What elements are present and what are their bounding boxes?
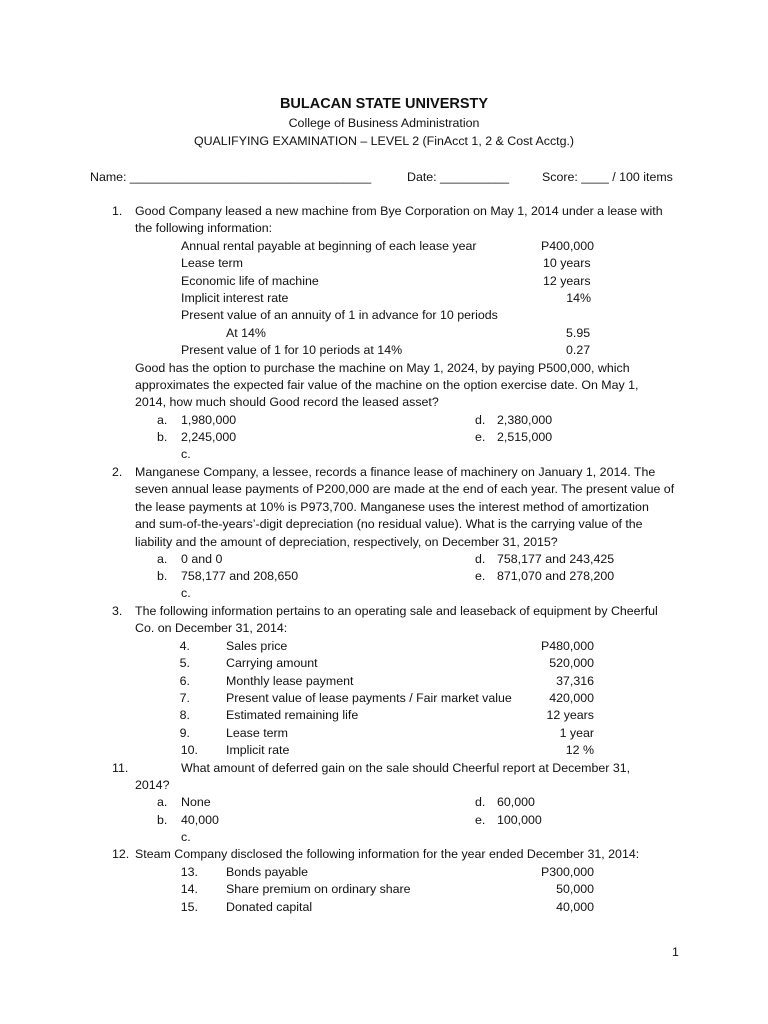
question-text: Steam Company disclosed the following information for the year ended December 31, 2014: <box>135 847 640 861</box>
question-text: 2014? <box>135 778 170 792</box>
choice-d: 60,000 <box>497 795 535 809</box>
choice-letter: d. <box>475 552 486 566</box>
choice-c: c. <box>181 447 191 461</box>
info-value: 1 year <box>559 726 594 740</box>
question-number: 2. <box>112 465 123 479</box>
choice-a: None <box>181 795 211 809</box>
info-label: Economic life of machine <box>181 274 319 288</box>
question-text: seven annual lease payments of P200,000 are made at the end of each year. The present value of <box>135 482 675 496</box>
info-value: P400,000 <box>541 239 595 253</box>
choice-b: 2,245,000 <box>181 430 237 444</box>
choice-letter: b. <box>157 569 168 583</box>
item-number: 5. <box>179 656 190 670</box>
item-number: 13. <box>180 865 198 879</box>
item-number: 6. <box>179 674 190 688</box>
question-text: Co. on December 31, 2014: <box>135 621 288 635</box>
question-text: liability and the amount of depreciation, respectively, on December 31, 2015? <box>135 535 558 549</box>
info-value: 12 years <box>546 708 594 722</box>
question-text: Good Company leased a new machine from Bye Corporation on May 1, 2014 under a lease with <box>135 204 663 218</box>
choice-letter: a. <box>157 413 168 427</box>
item-number: 7. <box>179 691 190 705</box>
info-value: 12 % <box>565 743 594 757</box>
score-field: Score: ____ / 100 items <box>542 170 673 184</box>
item-number: 10. <box>180 743 198 757</box>
info-label: Bonds payable <box>226 865 308 879</box>
info-value: 520,000 <box>549 656 594 670</box>
choice-e: 871,070 and 278,200 <box>497 569 615 583</box>
choice-letter: d. <box>475 795 486 809</box>
info-label: Present value of an annuity of 1 in advance for 10 periods <box>181 308 498 322</box>
choice-a: 1,980,000 <box>181 413 237 427</box>
info-label: Share premium on ordinary share <box>226 882 411 896</box>
info-label: Implicit interest rate <box>181 291 289 305</box>
info-value: 40,000 <box>556 900 594 914</box>
question-number: 11. <box>112 761 129 775</box>
info-label: Present value of lease payments / Fair market value <box>226 691 512 705</box>
choice-letter: e. <box>475 813 486 827</box>
choice-letter: b. <box>157 430 168 444</box>
choice-letter: a. <box>157 552 168 566</box>
choice-d: 758,177 and 243,425 <box>497 552 615 566</box>
choice-b: 758,177 and 208,650 <box>181 569 299 583</box>
choice-letter: d. <box>475 413 486 427</box>
question-text: The following information pertains to an operating sale and leaseback of equipment by Cheerful <box>135 604 658 618</box>
info-value: 37,316 <box>556 674 594 688</box>
university-title: BULACAN STATE UNIVERSTY <box>279 96 489 112</box>
item-number: 4. <box>179 639 190 653</box>
question-number: 12. <box>112 847 130 861</box>
info-label: Annual rental payable at beginning of each lease year <box>181 239 477 253</box>
choice-c: c. <box>181 586 191 600</box>
info-value: P300,000 <box>540 865 594 879</box>
info-label: At 14% <box>226 326 266 340</box>
item-number: 15. <box>180 900 198 914</box>
question-text: approximates the expected fair value of the machine on the option exercise date. On May 1, <box>135 378 639 392</box>
info-label: Carrying amount <box>226 656 318 670</box>
college-name: College of Business Administration <box>288 116 480 130</box>
choice-letter: b. <box>157 813 168 827</box>
question-text: and sum-of-the-years’-digit depreciation (no residual value). What is the carrying value of the <box>135 517 643 531</box>
name-field: Name: ___________________________________ <box>90 170 372 184</box>
choice-e: 2,515,000 <box>497 430 553 444</box>
page-number: 1 <box>672 945 679 959</box>
choice-a: 0 and 0 <box>181 552 223 566</box>
question-number: 1. <box>112 204 123 218</box>
choice-e: 100,000 <box>497 813 542 827</box>
info-label: Lease term <box>181 256 243 270</box>
question-text: Good has the option to purchase the machine on May 1, 2024, by paying P500,000, which <box>135 361 630 375</box>
choice-d: 2,380,000 <box>497 413 553 427</box>
exam-title: QUALIFYING EXAMINATION – LEVEL 2 (FinAcct 1, 2 & Cost Acctg.) <box>193 134 575 148</box>
choice-letter: e. <box>475 569 486 583</box>
question-text: 2014, how much should Good record the leased asset? <box>135 395 439 409</box>
choice-letter: a. <box>157 795 168 809</box>
question-text: the lease payments at 10% is P973,700. Manganese uses the interest method of amortization <box>135 500 649 514</box>
info-value: 10 years <box>543 256 591 270</box>
item-number: 9. <box>179 726 190 740</box>
info-value: 5.95 <box>566 326 591 340</box>
choice-b: 40,000 <box>181 813 219 827</box>
question-number: 3. <box>112 604 123 618</box>
info-label: Sales price <box>226 639 288 653</box>
info-label: Donated capital <box>226 900 313 914</box>
info-label: Estimated remaining life <box>226 708 359 722</box>
info-label: Monthly lease payment <box>226 674 354 688</box>
question-text: What amount of deferred gain on the sale should Cheerful report at December 31, <box>181 761 631 775</box>
date-field: Date: __________ <box>407 170 509 184</box>
info-label: Implicit rate <box>226 743 290 757</box>
info-value: 420,000 <box>549 691 594 705</box>
info-label: Present value of 1 for 10 periods at 14% <box>181 343 403 357</box>
info-label: Lease term <box>226 726 288 740</box>
item-number: 8. <box>179 708 190 722</box>
info-value: 14% <box>566 291 591 305</box>
info-value: 12 years <box>543 274 591 288</box>
choice-letter: e. <box>475 430 486 444</box>
info-value: 50,000 <box>556 882 594 896</box>
info-value: 0.27 <box>566 343 591 357</box>
info-value: P480,000 <box>540 639 594 653</box>
question-text: the following information: <box>135 221 273 235</box>
question-text: Manganese Company, a lessee, records a finance lease of machinery on January 1, 2014. The <box>135 465 656 479</box>
item-number: 14. <box>180 882 198 896</box>
choice-c: c. <box>181 830 191 844</box>
